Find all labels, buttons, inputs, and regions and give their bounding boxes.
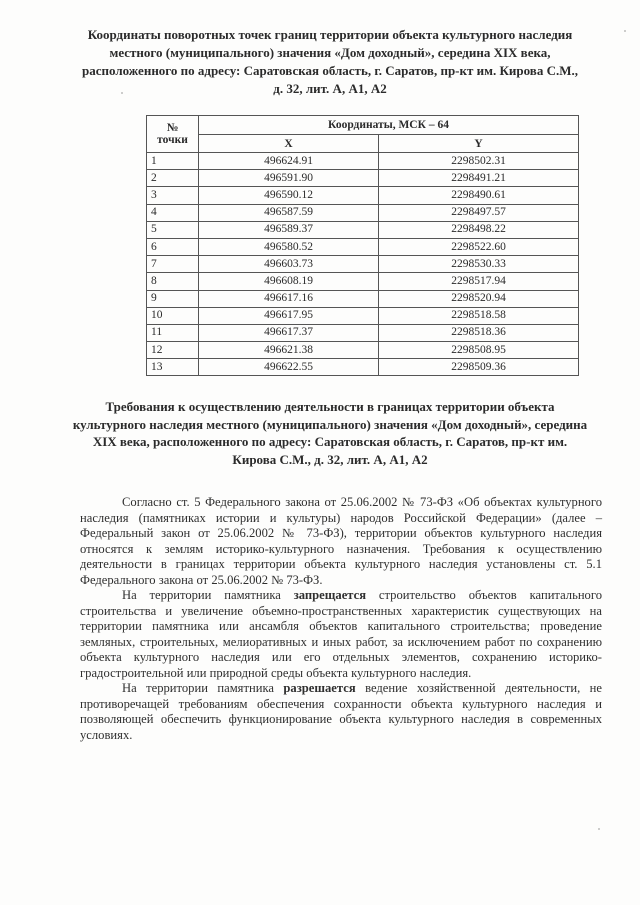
document-title: Координаты поворотных точек границ территории объекта культурного наследия местного (муниципального) значения «Дом доходный», середина XIX века, расположенного по адресу: Саратовская область, г. Саратов, пр-кт им. Кирова С.М., д. 32, лит. А, А1, А2 [82,27,578,96]
coordinates-table [146,115,579,376]
point-number: 5 [147,221,199,238]
section-title: Требования к осуществлению деятельности в границах территории объекта культурного наследия местного (муниципального) значения «Дом доходный», середина XIX века, расположенного по адресу: Саратовская область, г. Саратов, пр-кт им. Кирова С.М., д. 32, лит. А, А1, А2 [72,399,588,467]
table-row [147,256,579,273]
y-value: 2298518.58 [379,307,579,324]
y-value: 2298517.94 [379,273,579,290]
point-number: 7 [147,256,199,273]
x-value: 496608.19 [199,273,379,290]
x-header: X [199,135,379,153]
paragraph-3 [80,681,602,743]
x-value: 496590.12 [199,187,379,204]
x-value: 496591.90 [199,170,379,187]
point-number: 3 [147,187,199,204]
table-row [147,324,579,341]
y-value: 2298508.95 [379,342,579,359]
x-value: 496580.52 [199,238,379,255]
y-value: 2298490.61 [379,187,579,204]
y-value: 2298518.36 [379,324,579,341]
table-subheader-row [147,135,579,153]
y-value: 2298497.57 [379,204,579,221]
table-row [147,221,579,238]
table-row [147,342,579,359]
paragraph-2-start: На территории памятника [122,588,294,602]
table-row [147,273,579,290]
x-value: 496587.59 [199,204,379,221]
paragraph-2-prohibited: запрещается [293,588,367,602]
x-value: 496617.16 [199,290,379,307]
y-value: 2298502.31 [379,153,579,170]
x-value: 496622.55 [199,359,379,376]
paragraph-3-start: На территории памятника [122,681,284,695]
coordinates-header: Координаты, МСК – 64 [199,116,579,135]
point-number: 1 [147,153,199,170]
y-value: 2298498.22 [379,221,579,238]
table-row [147,290,579,307]
y-value: 2298520.94 [379,290,579,307]
point-number: 9 [147,290,199,307]
x-value: 496617.37 [199,324,379,341]
table-row [147,153,579,170]
x-value: 496624.91 [199,153,379,170]
x-value: 496621.38 [199,342,379,359]
x-value: 496603.73 [199,256,379,273]
point-number-header-line2: точки [157,134,188,146]
body-text [80,495,602,743]
y-value: 2298509.36 [379,359,579,376]
y-value: 2298491.21 [379,170,579,187]
table-row [147,238,579,255]
table-row [147,204,579,221]
x-value: 496617.95 [199,307,379,324]
point-number: 2 [147,170,199,187]
x-value: 496589.37 [199,221,379,238]
paragraph-1: Согласно ст. 5 Федерального закона от 25.06.2002 № 73-ФЗ «Об объектах культурного наследия (памятниках истории и культуры) народов Российской Федерации» (далее – Федеральный закон от 25.06.2002 № 73-ФЗ), территории объектов культурного наследия относятся к землям историко-культурного назначения. Требования к осуществлению деятельности в границах территории объекта культурного наследия установлены ст. 5.1 Федерального закона от 25.06.2002 № 73-ФЗ. [80,495,602,587]
table-row [147,187,579,204]
point-number: 10 [147,307,199,324]
paragraph-3-rest: ведение хозяйственной деятельности, не противоречащей требованиям обеспечения сохранности объекта культурного наследия и позволяющей обеспечить функционирование объекта культурного наследия в современных условиях. [80,681,602,742]
table-header-row [147,116,579,135]
point-number: 4 [147,204,199,221]
table-row [147,307,579,324]
paragraph-2 [80,588,602,681]
y-header: Y [379,135,579,153]
point-number: 13 [147,359,199,376]
table-row [147,170,579,187]
scan-speck [598,828,600,830]
paragraph-2-rest: строительство объектов капитального строительства и увеличение объемно-пространственных характеристик существующих на территории памятника или ансамбля объектов капитального строительства; проведение земляных, строительных, мелиоративных и иных работ, за исключением работ по сохранению объекта культурного наследия или его отдельных элементов, сохранению историко-градостроительной или природной среды объекта культурного наследия. [80,588,603,680]
paragraph-3-allowed: разрешается [283,681,356,695]
point-number-header [147,116,199,153]
point-number-header-line1: № [166,122,179,134]
scan-speck [121,92,123,94]
point-number: 12 [147,342,199,359]
point-number: 8 [147,273,199,290]
y-value: 2298522.60 [379,238,579,255]
y-value: 2298530.33 [379,256,579,273]
table-row [147,359,579,376]
point-number: 6 [147,238,199,255]
point-number: 11 [147,324,199,341]
scan-speck [624,30,626,32]
